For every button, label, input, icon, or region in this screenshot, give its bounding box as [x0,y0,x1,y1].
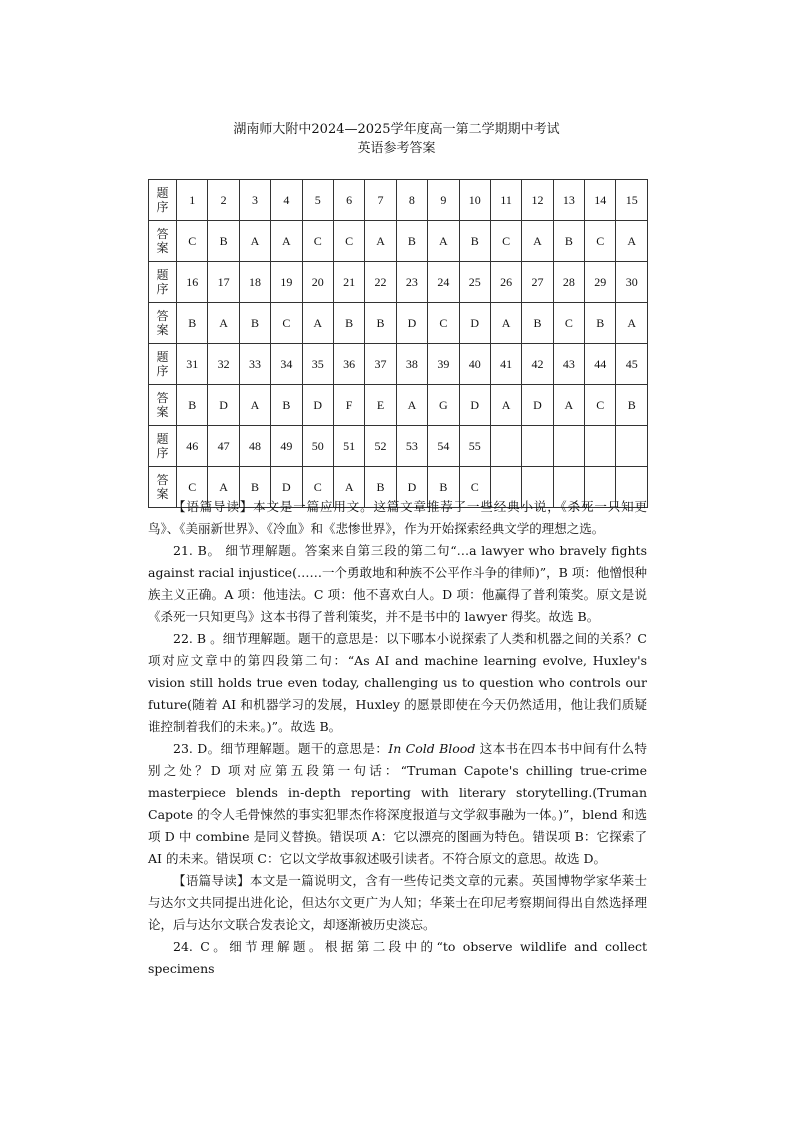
question-number-cell: 28 [553,262,584,303]
answer-explanation-23 [148,738,647,870]
answer-cell: D [208,385,239,426]
question-number-cell: 13 [553,180,584,221]
answer-cell: A [365,221,396,262]
question-number-header: 题 序 [149,180,177,221]
answer-cell: B [239,467,270,508]
answer-cell: C [428,303,459,344]
answer-cell: G [428,385,459,426]
question-number-cell: 16 [177,262,208,303]
answer-cell: D [522,385,553,426]
answer-cell: A [302,303,333,344]
question-number-cell: 17 [208,262,239,303]
passage-guide-1: 【语篇导读】本文是一篇应用文。这篇文章推荐了一些经典小说，《杀死一只知更鸟》、《美丽新世界》、《冷血》和《悲惨世界》，作为开始探索经典文学的理想之选。 [148,499,647,536]
title-line-1: 湖南师大附中2024—2025学年度高一第二学期期中考试 [233,122,560,137]
answer-header: 答 案 [149,467,177,508]
question-number-cell [616,426,648,467]
question-number-cell: 27 [522,262,553,303]
answer-cell: C [271,303,302,344]
answer-cell: B [396,221,427,262]
answer-header: 答 案 [149,303,177,344]
answer-cell: C [585,385,616,426]
question-number-cell: 30 [616,262,648,303]
answer-cell: A [522,221,553,262]
answer-cell: C [177,221,208,262]
question-number-cell: 20 [302,262,333,303]
question-number-cell: 51 [333,426,364,467]
answer-cell: A [616,303,648,344]
answer-cell: A [553,385,584,426]
question-number-cell: 43 [553,344,584,385]
question-number-cell: 39 [428,344,459,385]
question-number-cell: 15 [616,180,648,221]
question-number-cell: 49 [271,426,302,467]
question-number-cell: 25 [459,262,490,303]
answer-cell: D [459,303,490,344]
question-number-cell: 33 [239,344,270,385]
answer-header: 答 案 [149,221,177,262]
question-number-cell [553,426,584,467]
question-number-header: 题 序 [149,426,177,467]
answer-cell: C [177,467,208,508]
question-number-header: 题 序 [149,262,177,303]
answer-cell: B [365,467,396,508]
question-number-cell: 24 [428,262,459,303]
question-number-cell: 2 [208,180,239,221]
passage-guide-2: 【语篇导读】本文是一篇说明文，含有一些传记类文章的元素。英国博物学家华莱士与达尔文共同提出进化论，但达尔文更广为人知；华莱士在印尼考察期间得出自然选择理论，后与达尔文联合发表论文，却逐渐被历史淡忘。 [148,873,647,932]
answer-cell: B [522,303,553,344]
answer-cell: C [333,221,364,262]
question-number-cell: 53 [396,426,427,467]
answer-cell: B [459,221,490,262]
answer-explanation-24: 24. C。细节理解题。根据第二段中的“to observe wildlife and collect specimens [148,939,647,976]
title-line-2: 英语参考答案 [357,141,436,156]
answer-cell: C [302,467,333,508]
question-number-cell: 19 [271,262,302,303]
answer-cell: A [490,303,521,344]
question-number-cell: 44 [585,344,616,385]
question-number-header: 题 序 [149,344,177,385]
question-number-cell: 38 [396,344,427,385]
question-number-cell: 11 [490,180,521,221]
question-number-cell: 54 [428,426,459,467]
question-number-cell: 22 [365,262,396,303]
answer-cell: A [333,467,364,508]
answer-cell: B [616,385,648,426]
question-number-row [149,262,648,303]
answer-cell: A [616,221,648,262]
question-number-cell: 21 [333,262,364,303]
question-number-cell: 45 [616,344,648,385]
question-number-cell: 46 [177,426,208,467]
answer-cell: B [208,221,239,262]
question-number-cell: 12 [522,180,553,221]
question-number-row [149,426,648,467]
question-number-cell: 6 [333,180,364,221]
answer-table [148,179,648,508]
question-number-cell: 8 [396,180,427,221]
answer-cell: A [490,385,521,426]
question-number-cell: 4 [271,180,302,221]
answer-cell: A [396,385,427,426]
answer-cell: B [177,303,208,344]
answer-cell: C [302,221,333,262]
question-number-cell: 48 [239,426,270,467]
question-number-cell: 5 [302,180,333,221]
answer-row [149,303,648,344]
answer-row [149,385,648,426]
question-number-cell: 1 [177,180,208,221]
answer-cell: B [333,303,364,344]
question-number-cell: 18 [239,262,270,303]
document-title [0,120,793,158]
answer-cell: A [239,385,270,426]
answer-cell: A [428,221,459,262]
answer-cell: A [208,303,239,344]
answer-cell: A [271,221,302,262]
question-number-cell: 31 [177,344,208,385]
answer-cell: D [396,303,427,344]
answer-cell: C [459,467,490,508]
book-title-italic: In Cold Blood [388,741,476,756]
answer-header: 答 案 [149,385,177,426]
answer-cell: B [271,385,302,426]
question-number-cell: 23 [396,262,427,303]
question-number-cell: 42 [522,344,553,385]
answer-row [149,221,648,262]
question-number-cell: 50 [302,426,333,467]
question-number-cell: 47 [208,426,239,467]
answer-cell: F [333,385,364,426]
question-number-cell [522,426,553,467]
explanation-body [148,496,647,980]
question-number-cell: 41 [490,344,521,385]
question-number-cell: 10 [459,180,490,221]
question-number-cell: 29 [585,262,616,303]
question-number-cell: 9 [428,180,459,221]
answer-cell: C [585,221,616,262]
answer-cell: D [302,385,333,426]
question-number-cell: 35 [302,344,333,385]
question-number-cell: 36 [333,344,364,385]
explanation-23-rest: 这本书在四本书中间有什么特别之处？D 项对应第五段第一句话：“Truman Capote's chilling true-crime masterpiece blends in-depth reporting with literary storytelling.(Truman Capote 的令人毛骨悚然的事实犯罪杰作将深度报道与文学叙事融为一体。)”，blend 和选项 D 中 combine 是同义替换。错误项 A：它以漂亮的图画为特色。错误项 B：它探索了 AI 的未来。错误项 C：它以文学故事叙述吸引读者。不符合原文的意思。故选 D。 [148,741,647,866]
question-number-cell: 52 [365,426,396,467]
answer-cell: D [396,467,427,508]
question-number-cell: 3 [239,180,270,221]
answer-cell: D [459,385,490,426]
question-number-cell: 34 [271,344,302,385]
question-number-cell: 55 [459,426,490,467]
answer-cell: B [428,467,459,508]
answer-cell: E [365,385,396,426]
question-number-cell [585,426,616,467]
question-number-cell: 37 [365,344,396,385]
answer-cell: B [177,385,208,426]
answer-cell: C [553,303,584,344]
answer-cell: C [490,221,521,262]
answer-cell: B [239,303,270,344]
question-number-cell: 40 [459,344,490,385]
answer-cell: B [365,303,396,344]
answer-cell: D [271,467,302,508]
question-number-cell: 26 [490,262,521,303]
question-number-cell: 32 [208,344,239,385]
question-number-row [149,344,648,385]
question-number-cell [490,426,521,467]
answer-cell: B [585,303,616,344]
answer-cell: A [239,221,270,262]
answer-cell: B [553,221,584,262]
explanation-23-prefix: 23. D。细节理解题。题干的意思是： [173,741,389,756]
answer-explanation-22: 22. B 。细节理解题。题干的意思是：以下哪本小说探索了人类和机器之间的关系？C 项对应文章中的第四段第二句：“As AI and machine learning evolve, Huxley's vision still holds true even today, challenging us to question who controls our future(随着 AI 和机器学习的发展，Huxley 的愿景即使在今天仍然适用，他让我们质疑谁控制着我们的未来。)”。故选 B。 [148,631,647,734]
question-number-cell: 14 [585,180,616,221]
question-number-cell: 7 [365,180,396,221]
answer-explanation-21: 21. B。 细节理解题。答案来自第三段的第二句“…a lawyer who bravely fights against racial injustice(……一个勇敢地和种族不公平作斗争的律师)”，B 项：他憎恨种族主义正确。A 项：他违法。C 项：他不喜欢白人。D 项：他赢得了普利策奖。原文是说《杀死一只知更鸟》这本书得了普利策奖，并不是书中的 lawyer 得奖。故选 B。 [148,543,647,624]
answer-cell: A [208,467,239,508]
question-number-row [149,180,648,221]
